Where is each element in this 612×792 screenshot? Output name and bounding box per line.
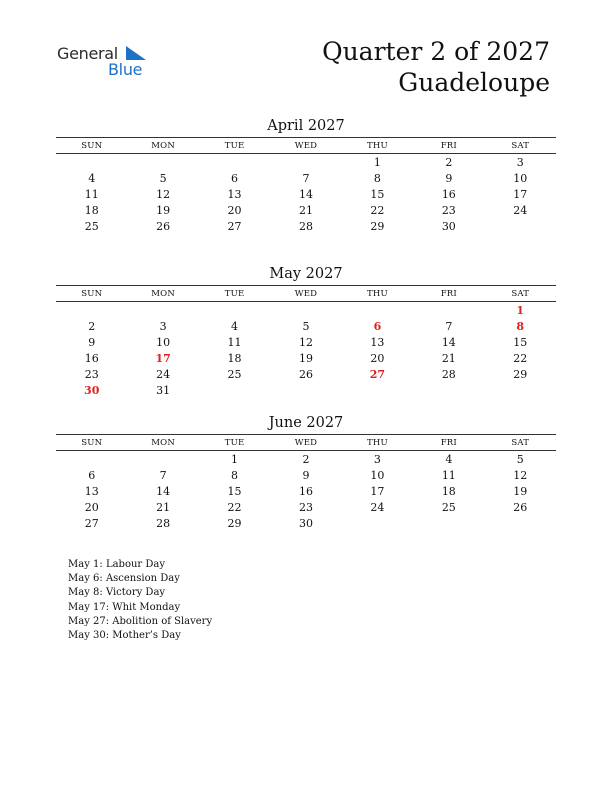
weekday-label: WED <box>294 288 318 299</box>
month-title: May 2027 <box>269 266 343 282</box>
holiday-day-cell: 8 <box>516 319 525 333</box>
day-cell: 8 <box>231 468 239 482</box>
weekday-label: SUN <box>81 140 103 151</box>
day-cell: 7 <box>159 468 167 482</box>
day-cell: 22 <box>513 351 528 365</box>
day-cell: 18 <box>227 351 242 365</box>
day-cell: 6 <box>231 171 239 185</box>
weekday-label: THU <box>366 437 388 448</box>
day-cell: 15 <box>370 187 385 201</box>
weekday-label: MON <box>151 140 175 151</box>
week-row <box>56 499 556 515</box>
day-cell: 19 <box>156 203 171 217</box>
holiday-note: May 30: Mother’s Day <box>68 630 181 642</box>
day-cell: 15 <box>513 335 528 349</box>
weekday-header <box>56 137 556 154</box>
day-cell: 21 <box>298 203 313 217</box>
day-cell: 1 <box>231 452 239 466</box>
day-cell: 28 <box>441 367 456 381</box>
day-cell: 30 <box>298 516 313 530</box>
holiday-day-cell: 27 <box>369 367 386 381</box>
day-cell: 19 <box>298 351 313 365</box>
weekday-label: THU <box>366 288 388 299</box>
day-cell: 18 <box>84 203 99 217</box>
weekday-label: WED <box>294 140 318 151</box>
day-cell: 2 <box>302 452 310 466</box>
day-cell: 11 <box>441 468 456 482</box>
week-row <box>56 483 556 499</box>
day-cell: 16 <box>84 351 99 365</box>
day-cell: 16 <box>441 187 456 201</box>
week-row <box>56 515 556 531</box>
holiday-notes <box>68 558 212 643</box>
month-april <box>56 117 556 234</box>
month-may <box>56 265 556 398</box>
weekday-label: MON <box>151 437 175 448</box>
day-cell: 2 <box>445 155 453 169</box>
weekday-label: THU <box>366 140 388 151</box>
day-cell: 19 <box>513 484 528 498</box>
day-cell: 5 <box>516 452 524 466</box>
day-cell: 23 <box>298 500 313 514</box>
day-cell: 10 <box>156 335 171 349</box>
weekday-label: FRI <box>440 140 457 151</box>
logo-triangle-icon <box>126 46 146 60</box>
day-cell: 8 <box>373 171 381 185</box>
day-cell: 28 <box>298 219 313 233</box>
day-cell: 3 <box>373 452 381 466</box>
day-cell: 10 <box>513 171 528 185</box>
day-cell: 11 <box>84 187 99 201</box>
day-cell: 30 <box>441 219 456 233</box>
day-cell: 14 <box>298 187 313 201</box>
weekday-label: SUN <box>81 288 103 299</box>
day-cell: 9 <box>302 468 310 482</box>
day-cell: 23 <box>441 203 456 217</box>
weekday-label: SAT <box>511 140 530 151</box>
week-row <box>56 451 556 467</box>
week-row <box>56 382 556 398</box>
logo-text-blue: Blue <box>108 60 143 79</box>
day-cell: 21 <box>441 351 456 365</box>
week-row <box>56 170 556 186</box>
week-row <box>56 202 556 218</box>
week-row <box>56 334 556 350</box>
day-cell: 13 <box>227 187 242 201</box>
title-quarter: Quarter 2 of 2027 <box>322 37 550 66</box>
weekday-label: TUE <box>224 288 245 299</box>
day-cell: 18 <box>441 484 456 498</box>
day-cell: 20 <box>84 500 99 514</box>
day-cell: 28 <box>156 516 171 530</box>
holiday-note: May 8: Victory Day <box>68 587 166 599</box>
week-row <box>56 218 556 234</box>
day-cell: 26 <box>156 219 171 233</box>
weekday-label: FRI <box>440 437 457 448</box>
week-row <box>56 154 556 170</box>
day-cell: 6 <box>88 468 96 482</box>
day-cell: 12 <box>513 468 528 482</box>
day-cell: 26 <box>298 367 313 381</box>
weekday-label: SUN <box>81 437 103 448</box>
holiday-day-cell: 17 <box>155 351 171 365</box>
weekday-header <box>56 434 556 451</box>
week-row <box>56 467 556 483</box>
day-cell: 29 <box>513 367 528 381</box>
day-cell: 27 <box>227 219 242 233</box>
page-title <box>322 36 550 98</box>
month-june <box>56 414 556 531</box>
weekday-label: FRI <box>440 288 457 299</box>
day-cell: 17 <box>513 187 528 201</box>
day-cell: 5 <box>302 319 310 333</box>
holiday-day-cell: 30 <box>84 383 100 397</box>
day-cell: 4 <box>231 319 239 333</box>
day-cell: 13 <box>84 484 99 498</box>
day-cell: 7 <box>302 171 310 185</box>
day-cell: 16 <box>298 484 313 498</box>
weekday-label: TUE <box>224 140 245 151</box>
day-cell: 25 <box>227 367 242 381</box>
weekday-label: WED <box>294 437 318 448</box>
day-cell: 7 <box>445 319 453 333</box>
day-cell: 25 <box>84 219 99 233</box>
day-cell: 24 <box>370 500 385 514</box>
day-cell: 14 <box>156 484 171 498</box>
day-cell: 5 <box>159 171 167 185</box>
day-cell: 3 <box>516 155 524 169</box>
day-cell: 4 <box>445 452 453 466</box>
day-cell: 12 <box>298 335 313 349</box>
week-row <box>56 350 556 366</box>
generalblue-logo <box>57 44 157 82</box>
day-cell: 11 <box>227 335 242 349</box>
day-cell: 25 <box>441 500 456 514</box>
weekday-header <box>56 285 556 302</box>
weekday-label: TUE <box>224 437 245 448</box>
holiday-note: May 17: Whit Monday <box>68 601 181 613</box>
day-cell: 10 <box>370 468 385 482</box>
holiday-note: May 1: Labour Day <box>68 559 165 570</box>
week-row <box>56 366 556 382</box>
weekday-label: SAT <box>511 288 530 299</box>
day-cell: 2 <box>88 319 96 333</box>
day-cell: 9 <box>445 171 453 185</box>
day-cell: 26 <box>513 500 528 514</box>
day-cell: 24 <box>513 203 528 217</box>
weekday-label: SAT <box>511 437 530 448</box>
logo-text-general: General <box>57 44 118 63</box>
day-cell: 17 <box>370 484 385 498</box>
holiday-day-cell: 6 <box>373 319 382 333</box>
title-country: Guadeloupe <box>398 68 550 97</box>
day-cell: 1 <box>373 155 381 169</box>
day-cell: 22 <box>227 500 242 514</box>
weekday-label: MON <box>151 288 175 299</box>
week-row <box>56 302 556 318</box>
day-cell: 9 <box>88 335 96 349</box>
day-cell: 22 <box>370 203 385 217</box>
month-title: June 2027 <box>268 415 344 431</box>
day-cell: 20 <box>370 351 385 365</box>
day-cell: 21 <box>156 500 171 514</box>
day-cell: 20 <box>227 203 242 217</box>
day-cell: 27 <box>84 516 99 530</box>
day-cell: 3 <box>159 319 167 333</box>
week-row <box>56 186 556 202</box>
day-cell: 12 <box>156 187 171 201</box>
week-row <box>56 318 556 334</box>
holiday-note: May 27: Abolition of Slavery <box>68 615 213 627</box>
day-cell: 31 <box>156 383 171 397</box>
month-title: April 2027 <box>267 118 345 134</box>
holiday-note: May 6: Ascension Day <box>68 573 180 585</box>
day-cell: 4 <box>88 171 96 185</box>
day-cell: 29 <box>370 219 385 233</box>
day-cell: 23 <box>84 367 99 381</box>
day-cell: 15 <box>227 484 242 498</box>
holiday-day-cell: 1 <box>516 303 525 317</box>
day-cell: 29 <box>227 516 242 530</box>
day-cell: 14 <box>441 335 456 349</box>
day-cell: 24 <box>156 367 171 381</box>
day-cell: 13 <box>370 335 385 349</box>
